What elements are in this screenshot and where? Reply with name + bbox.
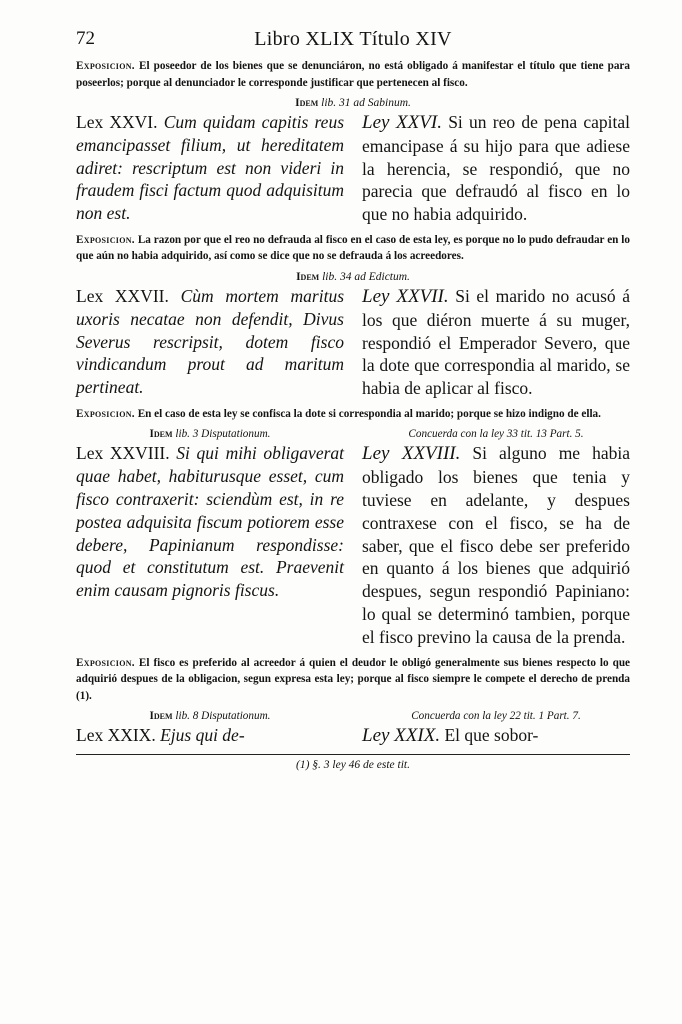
source-right	[362, 710, 630, 722]
latin-heading: Lex XXVIII.	[76, 443, 170, 464]
page-number: 72	[76, 28, 95, 49]
source-book: lib. 8 Disputationum.	[175, 710, 271, 723]
exposicion-label: Exposicion.	[76, 233, 135, 246]
latin-column	[76, 724, 344, 748]
exposicion-1	[76, 58, 630, 91]
running-title: Libro XLIX Título XIV	[254, 28, 452, 50]
latin-heading: Lex XXIX.	[76, 725, 156, 746]
law-29	[76, 724, 630, 748]
latin-text: Cùm mortem maritus uxoris necatae non defendit, Divus Severus rescripsit, dotem fisco vindicandum prout ad maritum pertineat.	[76, 285, 345, 398]
latin-text: Cum quidam capitis reus emancipasset filium, ut hereditatem adiret: rescriptum est non videri in fraudem fisci factum quod adquisitum non est.	[76, 112, 345, 224]
source-idem: Idem	[149, 428, 173, 441]
spanish-heading: Ley XXVIII.	[362, 443, 461, 465]
concordance: Concuerda con la ley 33 tit. 13 Part. 5.	[408, 428, 584, 441]
source-line-4	[76, 710, 630, 722]
exposicion-text: El poseedor de los bienes que se denunciáron, no está obligado á manifestar el título que tiene para poseerlos; porque al denunciador le corresponde justificar que pertenecen al fisco.	[76, 60, 630, 89]
source-line-1	[76, 97, 630, 109]
footnote-rule	[76, 754, 630, 755]
running-header	[76, 28, 630, 58]
spanish-text: El que sobor-	[444, 725, 539, 746]
latin-column	[76, 442, 344, 648]
spanish-column	[362, 111, 630, 226]
law-28	[76, 442, 630, 648]
exposicion-label: Exposicion.	[76, 407, 135, 420]
source-book: lib. 31 ad Sabinum.	[321, 97, 411, 109]
spanish-text: Si un reo de pena capital emancipase á su hijo para que adiese la herencia, se respondió, que no parecia que defraudó al fisco en lo que no habia adquirido.	[362, 112, 631, 225]
source-book: lib. 34 ad Edictum.	[322, 270, 410, 283]
concordance: Concuerda con la ley 22 tit. 1 Part. 7.	[411, 710, 581, 723]
spanish-text: Si alguno me habia obligado los bienes que tenia y tuviese en adelante, y despues contraxese con el fisco, se ha de saber, que el fisco debe ser preferido en quanto á los bienes que adquirió despues, segun respondió Papiniano: lo qual se determinó tambien, porque el fisco previno la causa de la prenda.	[362, 443, 630, 647]
latin-column	[76, 285, 344, 400]
footnote: (1) §. 3 ley 46 de este tit.	[295, 758, 410, 771]
spanish-heading: Ley XXIX.	[362, 725, 441, 747]
source-line-2	[76, 271, 630, 283]
spanish-column	[362, 285, 630, 400]
exposicion-label: Exposicion.	[76, 60, 135, 72]
latin-text: Ejus qui de-	[160, 725, 245, 746]
law-27	[76, 285, 630, 400]
source-left	[76, 428, 344, 440]
source-line-3	[76, 428, 630, 440]
source-idem: Idem	[149, 710, 173, 723]
exposicion-text: En el caso de esta ley se confisca la dote si correspondia al marido; porque se hizo indigno de ella.	[137, 407, 601, 420]
exposicion-text: La razon por que el reo no defrauda al fisco en el caso de esta ley, es porque no lo pudo defraudar en lo que aún no habia adquirido, así como se dice que no se defrauda á los acreedores.	[76, 233, 631, 263]
law-26	[76, 111, 630, 226]
source-idem: Idem	[295, 97, 319, 109]
page	[76, 28, 630, 771]
latin-heading: Lex XXVI.	[76, 112, 158, 132]
exposicion-3	[76, 406, 630, 423]
spanish-heading: Ley XXVII.	[362, 285, 449, 307]
source-left	[76, 710, 344, 722]
spanish-text: Si el marido no acusó á los que diéron muerte á su muger, respondió el Emperador Severo, que la dote que correspondia al marido, se habia de aplicar al fisco.	[362, 285, 631, 399]
exposicion-label: Exposicion.	[76, 656, 135, 669]
latin-text: Si qui mihi obligaverat quae habet, habiturusque esset, cum fisco contraxerit: sciendùm est, in re postea adquisita fiscum potiorem esse debere, Papinianum respondisse: quod et constitutum est. Praevenit enim causam pignoris fiscus.	[76, 443, 345, 601]
exposicion-4	[76, 655, 630, 705]
spanish-column	[362, 442, 630, 648]
spanish-heading: Ley XXVI.	[362, 112, 442, 133]
source-idem: Idem	[296, 270, 320, 283]
latin-column	[76, 111, 344, 226]
source-book: lib. 3 Disputationum.	[175, 428, 271, 441]
exposicion-text: El fisco es preferido al acreedor á quien el deudor le obligó generalmente sus bienes respecto lo que adquirió despues de la obligacion, segun expresa esta ley; porque al fisco siempre le compete el derecho de prenda (1).	[76, 656, 631, 702]
latin-heading: Lex XXVII.	[76, 285, 169, 306]
exposicion-2	[76, 232, 630, 265]
spanish-column	[362, 724, 630, 748]
source-right	[362, 428, 630, 440]
